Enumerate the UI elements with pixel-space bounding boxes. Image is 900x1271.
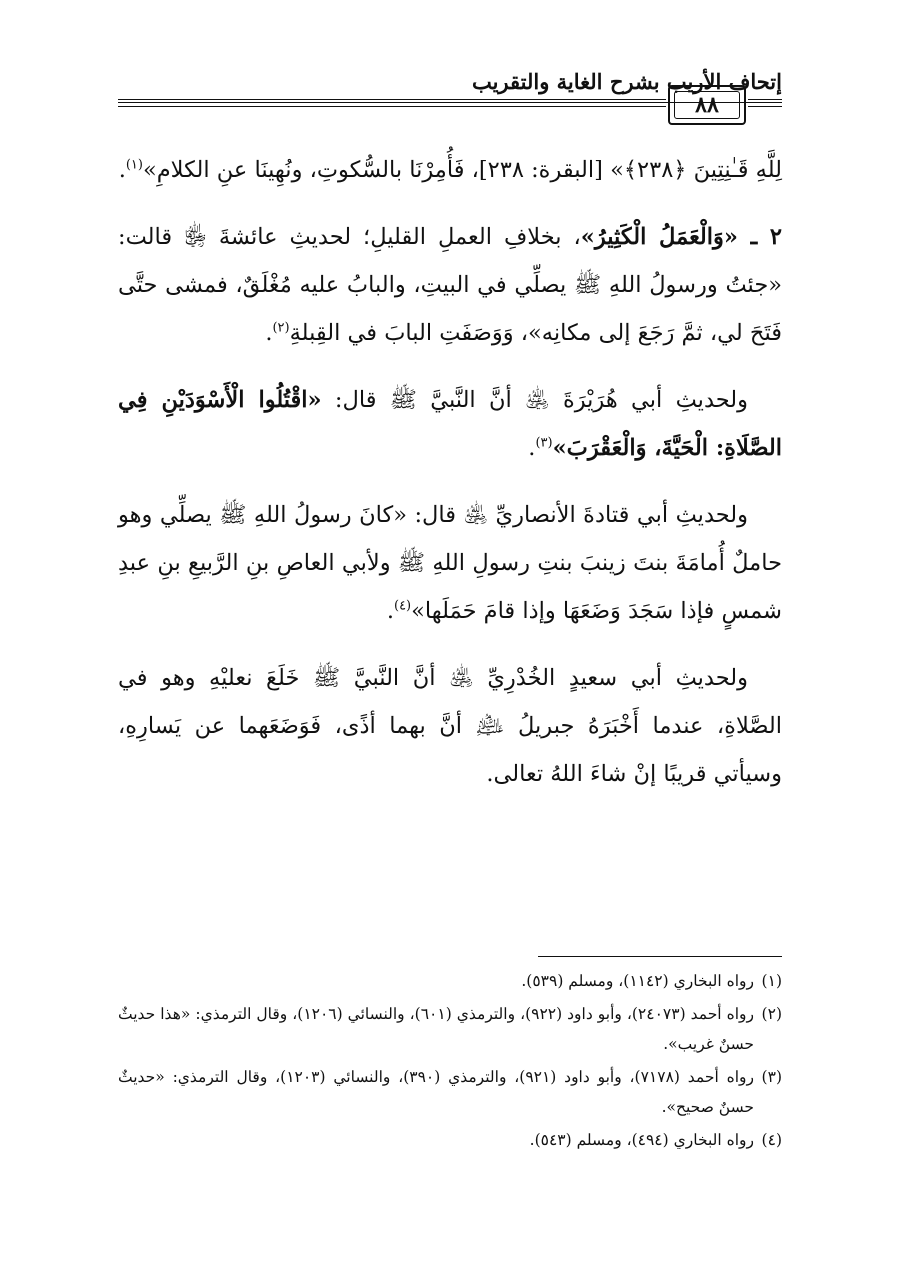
paragraph-tail: . (386, 598, 394, 624)
footnote-text: رواه أحمد (٧١٧٨)، وأبو داود (٩٢١)، والترمذي (٣٩٠)، والنسائي (١٢٠٣)، وقال الترمذي: «حديثٌ حسنٌ صحيح». (118, 1068, 754, 1116)
footnote-text: رواه أحمد (٢٤٠٧٣)، وأبو داود (٩٢٢)، والترمذي (٦٠١)، والنسائي (١٢٠٦)، وقال الترمذي: «هذا حديثٌ حسنٌ غريب». (118, 1005, 754, 1053)
paragraph-text: ولحديثِ أبي سعيدٍ الخُدْرِيِّ ﵁ أنَّ النَّبيَّ ﷺ خَلَعَ نعليْهِ وهو في الصَّلاةِ، عندما أَخْبَرَهُ جبريلُ ﵇ أنَّ بهما أذًى، فَوَضَعَهما عن يَسارِهِ، وسيأتي قريبًا إنْ شاءَ اللهُ تعالى. (118, 665, 782, 787)
footnote-1 (118, 966, 782, 996)
paragraph-5 (118, 654, 782, 798)
paragraph-tail: . (118, 157, 126, 183)
hadith-quote: «اقْتُلُوا الْأَسْوَدَيْنِ فِي الصَّلَاةِ: الْحَيَّةَ، وَالْعَقْرَبَ» (118, 387, 782, 461)
paragraph-text: ولحديثِ أبي هُرَيْرَةَ ﵁ أنَّ النَّبيَّ ﷺ قال: (321, 387, 748, 413)
footnote-3 (118, 1062, 782, 1122)
footnote-text: رواه البخاري (١١٤٢)، ومسلم (٥٣٩). (521, 972, 754, 990)
footnote-number: (٤) (761, 1131, 782, 1149)
page-number: ٨٨ (674, 91, 740, 119)
footnote-4 (118, 1125, 782, 1155)
page-number-rule-right (748, 99, 782, 107)
footnote-separator (538, 956, 782, 957)
paragraph-text: لِلَّهِ قَـٰنِتِينَ ﴿٢٣٨﴾» [البقرة: ٢٣٨]، فَأُمِرْنَا بالسُّكوتِ، ونُهِينَا عنِ الكلامِ» (142, 157, 782, 183)
footnote-ref-4[interactable]: (٤) (393, 598, 412, 614)
footnote-ref-2[interactable]: (٢) (272, 320, 290, 336)
paragraph-1 (118, 146, 782, 194)
main-text (118, 146, 782, 798)
paragraph-tail: . (528, 435, 536, 461)
footnote-2 (118, 999, 782, 1059)
footnote-ref-1[interactable]: (١) (125, 157, 143, 173)
paragraph-2 (118, 213, 782, 357)
footnote-text: رواه البخاري (٤٩٤)، ومسلم (٥٤٣). (529, 1131, 754, 1149)
footnote-ref-3[interactable]: (٣) (535, 435, 553, 451)
footnote-number: (٢) (761, 1005, 782, 1023)
paragraph-3 (118, 376, 782, 472)
paragraph-text: ولحديثِ أبي قتادةَ الأنصاريِّ ﵁ قال: «كانَ رسولُ اللهِ ﷺ يصلِّي وهو حاملٌ أُمامَةَ بنتَ زينبَ بنتِ رسولِ اللهِ ﷺ ولأبي العاصِ بنِ الرَّبيعِ بنِ عبدِ شمسٍ فإذا سَجَدَ وَضَعَهَا وإذا قامَ حَمَلَها» (118, 502, 782, 624)
page-number-box (668, 85, 746, 125)
paragraph-text: ، بخلافِ العملِ القليلِ؛ لحديثِ عائشةَ ﵂ قالت: «جئتُ ورسولُ اللهِ ﷺ يصلِّي في البيتِ، والبابُ عليه مُغْلَقٌ، فمشى حتَّى فَتَحَ لي، ثمَّ رَجَعَ إلى مكانِه»، وَوَصَفَتِ البابَ في القِبلةِ (118, 224, 782, 346)
footnote-number: (١) (761, 972, 782, 990)
paragraph-4 (118, 491, 782, 635)
footnotes (118, 966, 782, 1158)
item-heading: ٢ ـ «وَالْعَمَلُ الْكَثِيرُ» (580, 224, 782, 250)
footnote-number: (٣) (761, 1068, 782, 1086)
running-title: إتحاف الأريب بشرح الغاية والتقريب (471, 69, 782, 94)
page-number-rule-left (118, 99, 666, 107)
paragraph-tail: . (265, 320, 273, 346)
